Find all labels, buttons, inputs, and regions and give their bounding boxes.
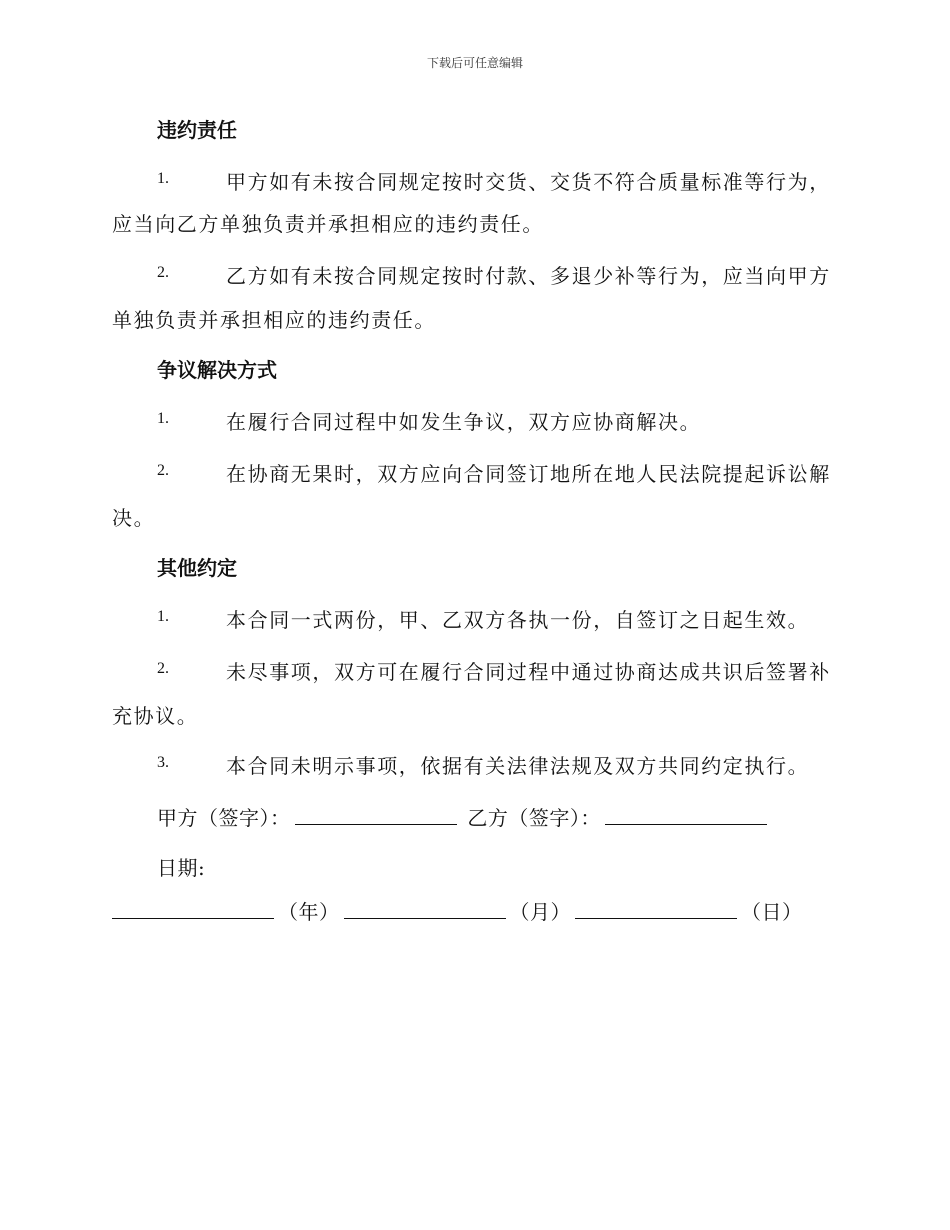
item-text: 本合同一式两份，甲、乙双方各执一份，自签订之日起生效。 [226,608,810,632]
year-label: （年） [278,900,340,924]
item-text: 在协商无果时，双方应向合同签订地所在地人民法院提起诉讼解 [226,462,831,486]
section-title-dispute: 争议解决方式 [157,358,277,382]
party-a-label: 甲方（签字）： [157,806,291,830]
item-text: 本合同未明示事项，依据有关法律法规及双方共同约定执行。 [226,754,810,778]
day-label: （日） [741,900,803,924]
section-title-breach: 违约责任 [157,118,237,142]
day-blank [575,900,737,919]
item-number: 1. [157,410,169,427]
item-text: 充协议。 [112,704,199,728]
item-number: 2. [157,264,169,281]
year-blank [112,900,274,919]
item-number: 1. [157,170,169,187]
date-label: 日期: [157,856,206,880]
month-blank [344,900,506,919]
item-text: 未尽事项，双方可在履行合同过程中通过协商达成共识后签署补 [226,660,831,684]
signature-row [157,802,771,831]
item-text: 甲方如有未按合同规定按时交货、交货不符合质量标准等行为， [226,170,831,194]
item-number: 1. [157,608,169,625]
party-b-label: 乙方（签字）： [467,806,601,830]
item-text: 决。 [112,506,156,530]
item-text: 乙方如有未按合同规定按时付款、多退少补等行为，应当向甲方 [226,264,831,288]
item-text: 在履行合同过程中如发生争议，双方应协商解决。 [226,410,702,434]
item-text: 应当向乙方单独负责并承担相应的违约责任。 [112,212,544,236]
item-number: 2. [157,660,169,677]
section-title-other: 其他约定 [157,556,237,580]
month-label: （月） [509,900,571,924]
item-number: 3. [157,754,169,771]
party-b-signature-line [605,806,767,825]
date-row [112,896,803,925]
item-number: 2. [157,462,169,479]
party-a-signature-line [295,806,457,825]
header-note: 下载后可任意编辑 [426,56,523,70]
item-text: 单独负责并承担相应的违约责任。 [112,308,436,332]
